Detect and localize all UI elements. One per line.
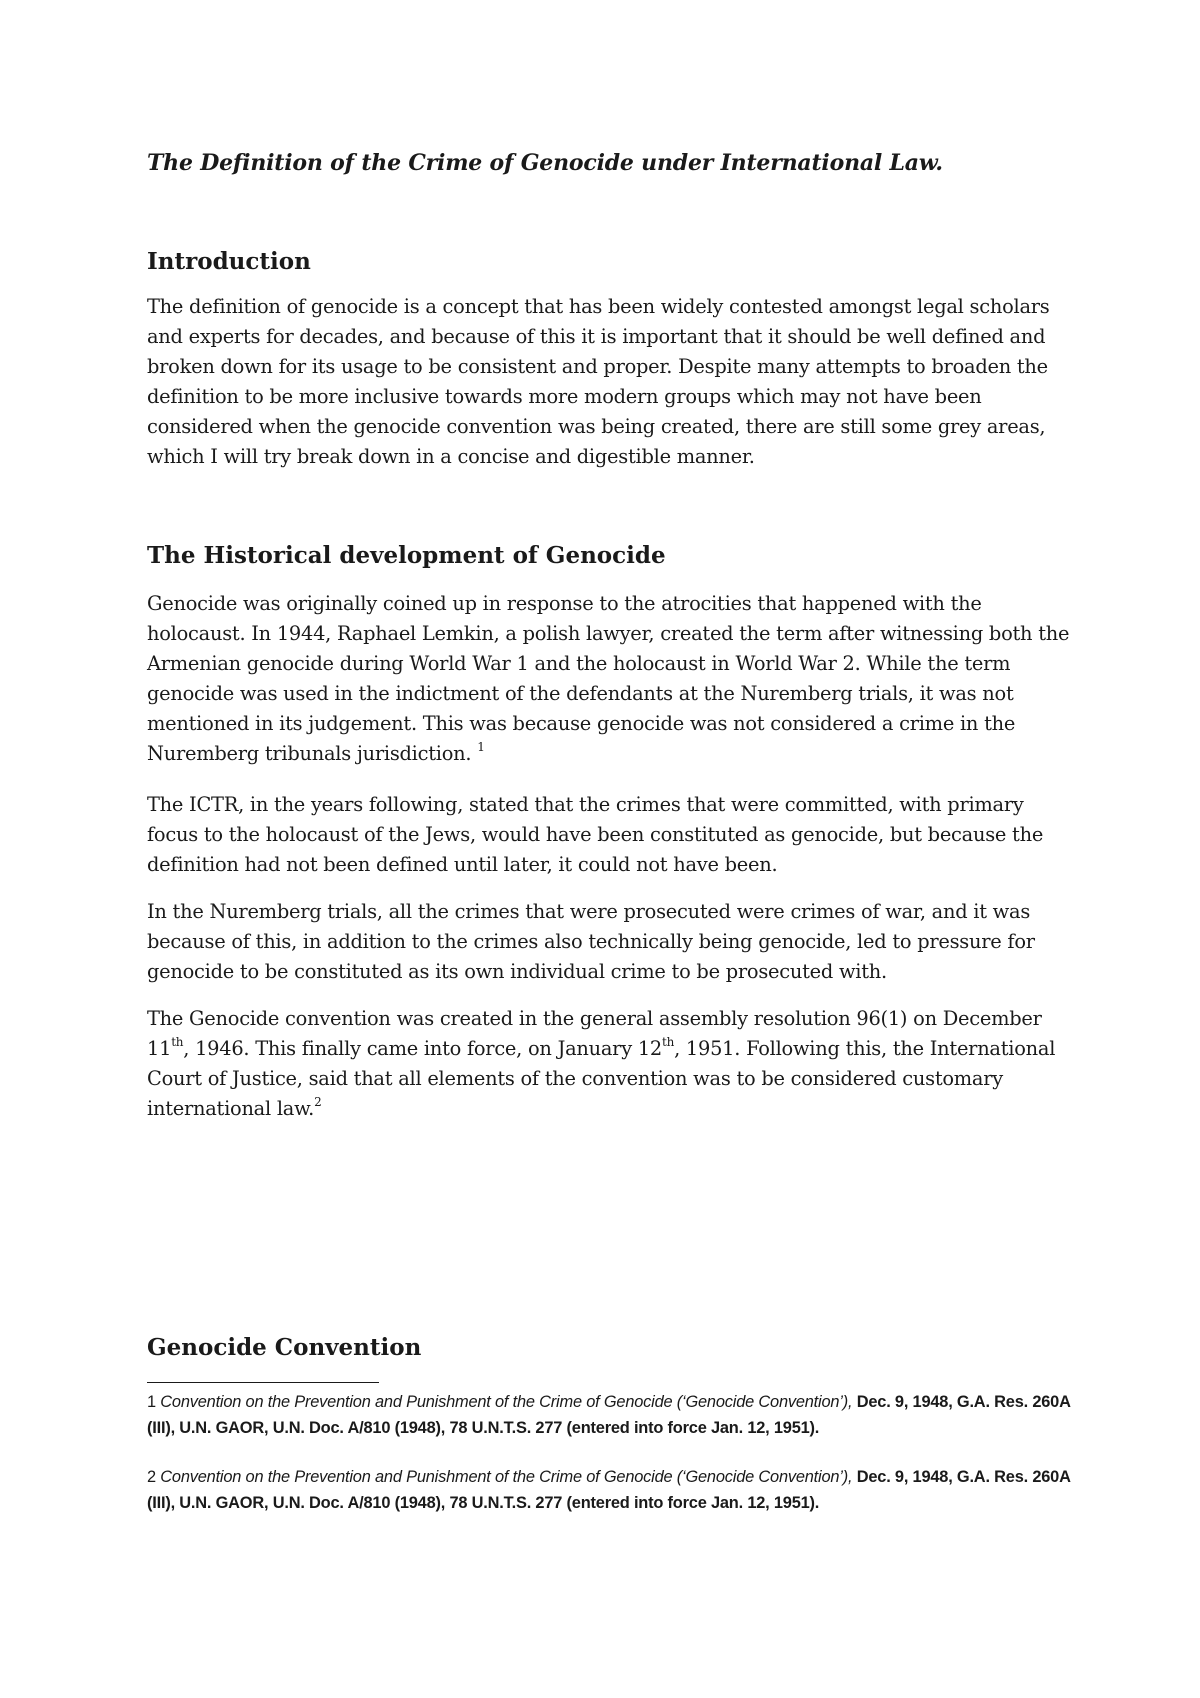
footnote-citation: Dec. 9, 1948, G.A. Res. 260A (III), U.N. GAOR, U.N. Doc. A/810 (1948), 78 U.N.T.S. 277 (entered into force Jan. 12, 1951). [147, 1468, 1071, 1512]
document-title: The Definition of the Crime of Genocide under International Law. [147, 150, 943, 176]
footnote-number: 1 [147, 1393, 156, 1411]
historical-paragraph-1-text: Genocide was originally coined up in response to the atrocities that happened with the holocaust. In 1944, Raphael Lemkin, a polish lawyer, created the term after witnessing both the Armenian genocide during World War 1 and the holocaust in World War 2. While the term genocide was used in the indictment of the defendants at the Nuremberg trials, it was not mentioned in its judgement. This was because genocide was not considered a crime in the Nuremberg tribunals jurisdiction. [147, 592, 1070, 765]
ordinal-suffix: th [171, 1034, 184, 1049]
footnote-citation: Dec. 9, 1948, G.A. Res. 260A (III), U.N. GAOR, U.N. Doc. A/810 (1948), 78 U.N.T.S. 277 (entered into force Jan. 12, 1951). [147, 1393, 1071, 1437]
footnote-ref-1[interactable]: 1 [477, 739, 485, 754]
historical-paragraph-1 [147, 589, 1072, 769]
convention-heading: Genocide Convention [147, 1334, 422, 1361]
footnote-separator [147, 1382, 379, 1383]
introduction-heading: Introduction [147, 248, 311, 275]
ordinal-suffix: th [662, 1034, 675, 1049]
paragraph-4-text-c: , 1951. Following this, the International Court of Justice, said that all elements of the convention was to be considered customary international law. [147, 1037, 1056, 1120]
paragraph-4-text-b: , 1946. This finally came into force, on January 12 [183, 1037, 662, 1060]
historical-heading: The Historical development of Genocide [147, 542, 666, 569]
introduction-paragraph: The definition of genocide is a concept that has been widely contested amongst legal scholars and experts for decades, and because of this it is important that it should be well defined and broken down for its usage to be consistent and proper. Despite many attempts to broaden the definition to be more inclusive towards more modern groups which may not have been considered when the genocide convention was being created, there are still some grey areas, which I will try break down in a concise and digestible manner. [147, 295, 1050, 468]
footnote-ref-2[interactable]: 2 [314, 1094, 322, 1109]
footnote-number: 2 [147, 1468, 156, 1486]
footnote-2 [147, 1465, 1072, 1516]
footnote-source-title: Convention on the Prevention and Punishment of the Crime of Genocide (‘Genocide Convention’), [160, 1468, 853, 1486]
paragraph-4-text-a: The Genocide convention was created in the general assembly resolution 96(1) on December 11 [147, 1007, 1042, 1060]
historical-paragraph-3: In the Nuremberg trials, all the crimes that were prosecuted were crimes of war, and it was because of this, in addition to the crimes also technically being genocide, led to pressure for genocide to be constituted as its own individual crime to be prosecuted with. [147, 900, 1035, 983]
historical-paragraph-4 [147, 1004, 1072, 1124]
footnote-1 [147, 1390, 1072, 1441]
footnote-source-title: Convention on the Prevention and Punishment of the Crime of Genocide (‘Genocide Convention’), [160, 1393, 853, 1411]
historical-paragraph-2: The ICTR, in the years following, stated that the crimes that were committed, with primary focus to the holocaust of the Jews, would have been constituted as genocide, but because the definition had not been defined until later, it could not have been. [147, 793, 1044, 876]
